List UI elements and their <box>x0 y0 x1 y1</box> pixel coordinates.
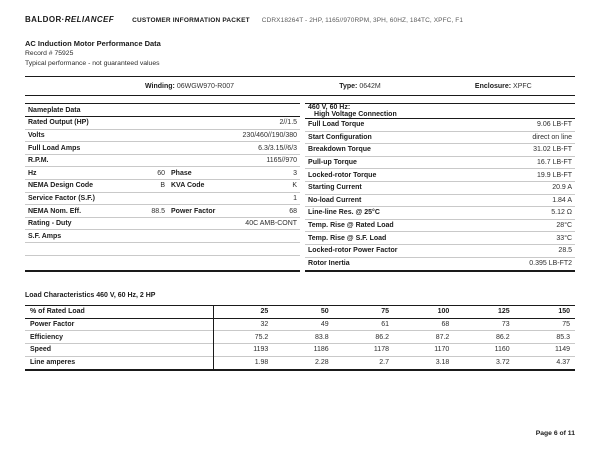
cell: 32 <box>213 318 273 331</box>
table-row <box>25 167 300 180</box>
cell: 49 <box>320 321 329 329</box>
row-value: 2//1.5 <box>125 117 300 130</box>
row-value: 20.9 A <box>465 181 575 194</box>
row-label: Full Load Amps <box>25 142 125 155</box>
row-value: 68 <box>253 205 300 218</box>
column-header: 100 <box>394 306 454 319</box>
summary-bar <box>25 76 575 96</box>
cell: 3.72 <box>454 356 514 369</box>
enclosure-label: Enclosure: <box>474 82 512 90</box>
row-label: Pull-up Torque <box>305 156 465 169</box>
hv-header-line1: 460 V, 60 Hz: <box>308 104 351 111</box>
column-header: 150 <box>515 306 575 319</box>
row-value <box>125 243 300 256</box>
row-label: Locked-rotor Torque <box>305 169 465 182</box>
row-value: 5.12 Ω <box>465 207 575 220</box>
table-row <box>25 192 300 205</box>
table-row <box>305 131 575 144</box>
row-label: Temp. Rise @ S.F. Load <box>305 232 465 245</box>
cell: 1193 <box>213 343 273 356</box>
table-row <box>305 194 575 207</box>
row-label: KVA Code <box>168 180 253 193</box>
page-header <box>25 15 575 24</box>
table-row <box>25 129 300 142</box>
row-label: Power Factor <box>30 321 75 329</box>
table-row <box>25 117 300 130</box>
row-label: Rated Output (HP) <box>25 117 125 130</box>
cell: 73 <box>501 321 510 329</box>
row-value: 28.5 <box>465 244 575 257</box>
table-row <box>25 142 300 155</box>
load-characteristics-title: Load Characteristics 460 V, 60 Hz, 2 HP <box>25 291 156 299</box>
table-row <box>25 255 300 268</box>
table-row <box>25 331 575 344</box>
cell: 83.8 <box>273 331 333 344</box>
row-label: Rating - Duty <box>25 217 125 230</box>
table-row <box>305 232 575 245</box>
table-row <box>305 244 575 257</box>
column-header: % of Rated Load <box>25 306 213 319</box>
row-label: Line-line Res. @ 25°C <box>305 207 465 220</box>
enclosure-value: XPFC <box>513 82 532 90</box>
table-row <box>305 219 575 232</box>
data-tables <box>25 103 575 272</box>
page-number: Page 6 of 11 <box>535 430 575 437</box>
type-label: Type: <box>339 82 358 90</box>
table-row <box>305 169 575 182</box>
row-label <box>25 243 125 256</box>
brand-logo-reliance: RELIANCE <box>64 15 109 24</box>
winding-label: Winding: <box>145 82 175 90</box>
brand-logo-dot: · <box>61 15 65 24</box>
row-value: 6.3/3.15//6/3 <box>125 142 300 155</box>
cell: 1178 <box>334 343 394 356</box>
table-row <box>25 217 300 230</box>
row-value <box>125 255 300 268</box>
row-label: Service Factor (S.F.) <box>25 192 125 205</box>
table-row <box>25 356 575 369</box>
cell: 85.3 <box>515 331 575 344</box>
row-label: NEMA Nom. Eff. <box>25 205 125 218</box>
row-label: Efficiency <box>25 331 213 344</box>
row-value: K <box>253 180 300 193</box>
hv-header <box>305 104 575 119</box>
row-value: 1165//970 <box>125 154 300 167</box>
hv-table <box>305 103 575 272</box>
row-value: 1 <box>125 192 300 205</box>
table-row <box>25 343 575 356</box>
row-label: Locked-rotor Power Factor <box>305 244 465 257</box>
packet-title: CUSTOMER INFORMATION PACKET <box>132 17 250 24</box>
cell: 3.18 <box>394 356 454 369</box>
row-label: Rotor Inertia <box>305 257 465 270</box>
row-value: 16.7 LB-FT <box>465 156 575 169</box>
table-row <box>305 156 575 169</box>
cell: 1170 <box>394 343 454 356</box>
row-label: Power Factor <box>168 205 253 218</box>
column-header: 75 <box>334 306 394 319</box>
cell: 86.2 <box>334 331 394 344</box>
row-label: Line amperes <box>25 356 213 369</box>
nameplate-header: Nameplate Data <box>25 104 300 117</box>
hv-header-row <box>305 104 575 119</box>
table-row <box>305 181 575 194</box>
row-value: 230/460//190/380 <box>125 129 300 142</box>
row-label: Speed <box>25 343 213 356</box>
model-spec: CDRX18264T - 2HP, 1165//970RPM, 3PH, 60HZ, 184TC, XPFC, F1 <box>261 17 464 24</box>
row-label: Volts <box>25 129 125 142</box>
cell: 75 <box>562 321 570 329</box>
brand-logo <box>25 15 114 24</box>
title-block <box>25 39 575 68</box>
cell: 4.37 <box>515 356 575 369</box>
row-label: Hz <box>25 167 125 180</box>
type-value: 0642M <box>359 82 381 90</box>
cell: 1.98 <box>213 356 273 369</box>
row-label <box>25 255 125 268</box>
row-value: 19.9 LB-FT <box>465 169 575 182</box>
cell: 1186 <box>273 343 333 356</box>
table-row <box>305 119 575 132</box>
table-row <box>305 144 575 157</box>
row-value <box>125 230 300 243</box>
brand-flag-icon: F <box>108 15 115 24</box>
row-value: B <box>125 180 168 193</box>
enclosure-field <box>432 83 575 90</box>
row-label: Starting Current <box>305 181 465 194</box>
cell: 75.2 <box>213 331 273 344</box>
cell: 1160 <box>454 343 514 356</box>
row-label: R.P.M. <box>25 154 125 167</box>
winding-field <box>25 83 288 90</box>
row-value: 31.02 LB-FT <box>465 144 575 157</box>
table-row <box>25 154 300 167</box>
cell: 87.2 <box>394 331 454 344</box>
row-value: 60 <box>125 167 168 180</box>
row-value: 0.395 LB-FT2 <box>465 257 575 270</box>
column-header: 50 <box>273 306 333 319</box>
row-value: 1.84 A <box>465 194 575 207</box>
row-label: NEMA Design Code <box>25 180 125 193</box>
table-row <box>25 230 300 243</box>
table-row <box>25 318 575 331</box>
row-label: Temp. Rise @ Rated Load <box>305 219 465 232</box>
row-value: 28°C <box>465 219 575 232</box>
table-row <box>25 243 300 256</box>
row-label: Full Load Torque <box>305 119 465 132</box>
column-header: 125 <box>454 306 514 319</box>
doc-title: AC Induction Motor Performance Data <box>25 39 161 48</box>
cell: 86.2 <box>454 331 514 344</box>
winding-value: 06WGW970-R007 <box>176 82 235 90</box>
load-characteristics-table <box>25 305 575 371</box>
column-header: 25 <box>213 306 273 319</box>
table-row <box>25 205 300 218</box>
table-row <box>305 257 575 270</box>
row-label: S.F. Amps <box>25 230 125 243</box>
table-row <box>305 207 575 220</box>
cell: 61 <box>381 321 389 329</box>
cell: 68 <box>441 321 450 329</box>
type-field <box>288 83 431 90</box>
row-label: Start Configuration <box>305 131 465 144</box>
nameplate-table <box>25 103 300 272</box>
row-label: Phase <box>168 167 253 180</box>
disclaimer: Typical performance - not guaranteed values <box>25 59 160 67</box>
hv-header-line2: High Voltage Connection <box>314 111 397 118</box>
row-value: 88.5 <box>125 205 168 218</box>
row-label: Breakdown Torque <box>305 144 465 157</box>
row-value: 40C AMB-CONT <box>125 217 300 230</box>
cell: 2.7 <box>334 356 394 369</box>
row-value: direct on line <box>465 131 575 144</box>
row-value: 3 <box>253 167 300 180</box>
cell: 2.28 <box>273 356 333 369</box>
nameplate-header-row <box>25 104 300 117</box>
brand-logo-baldor: BALDOR <box>25 15 62 24</box>
row-value: 33°C <box>465 232 575 245</box>
row-value: 9.06 LB-FT <box>465 119 575 132</box>
table-row <box>25 180 300 193</box>
load-header-row <box>25 306 575 319</box>
cell: 1149 <box>515 343 575 356</box>
record-number: Record # 75925 <box>25 50 74 57</box>
row-label: No-load Current <box>305 194 465 207</box>
